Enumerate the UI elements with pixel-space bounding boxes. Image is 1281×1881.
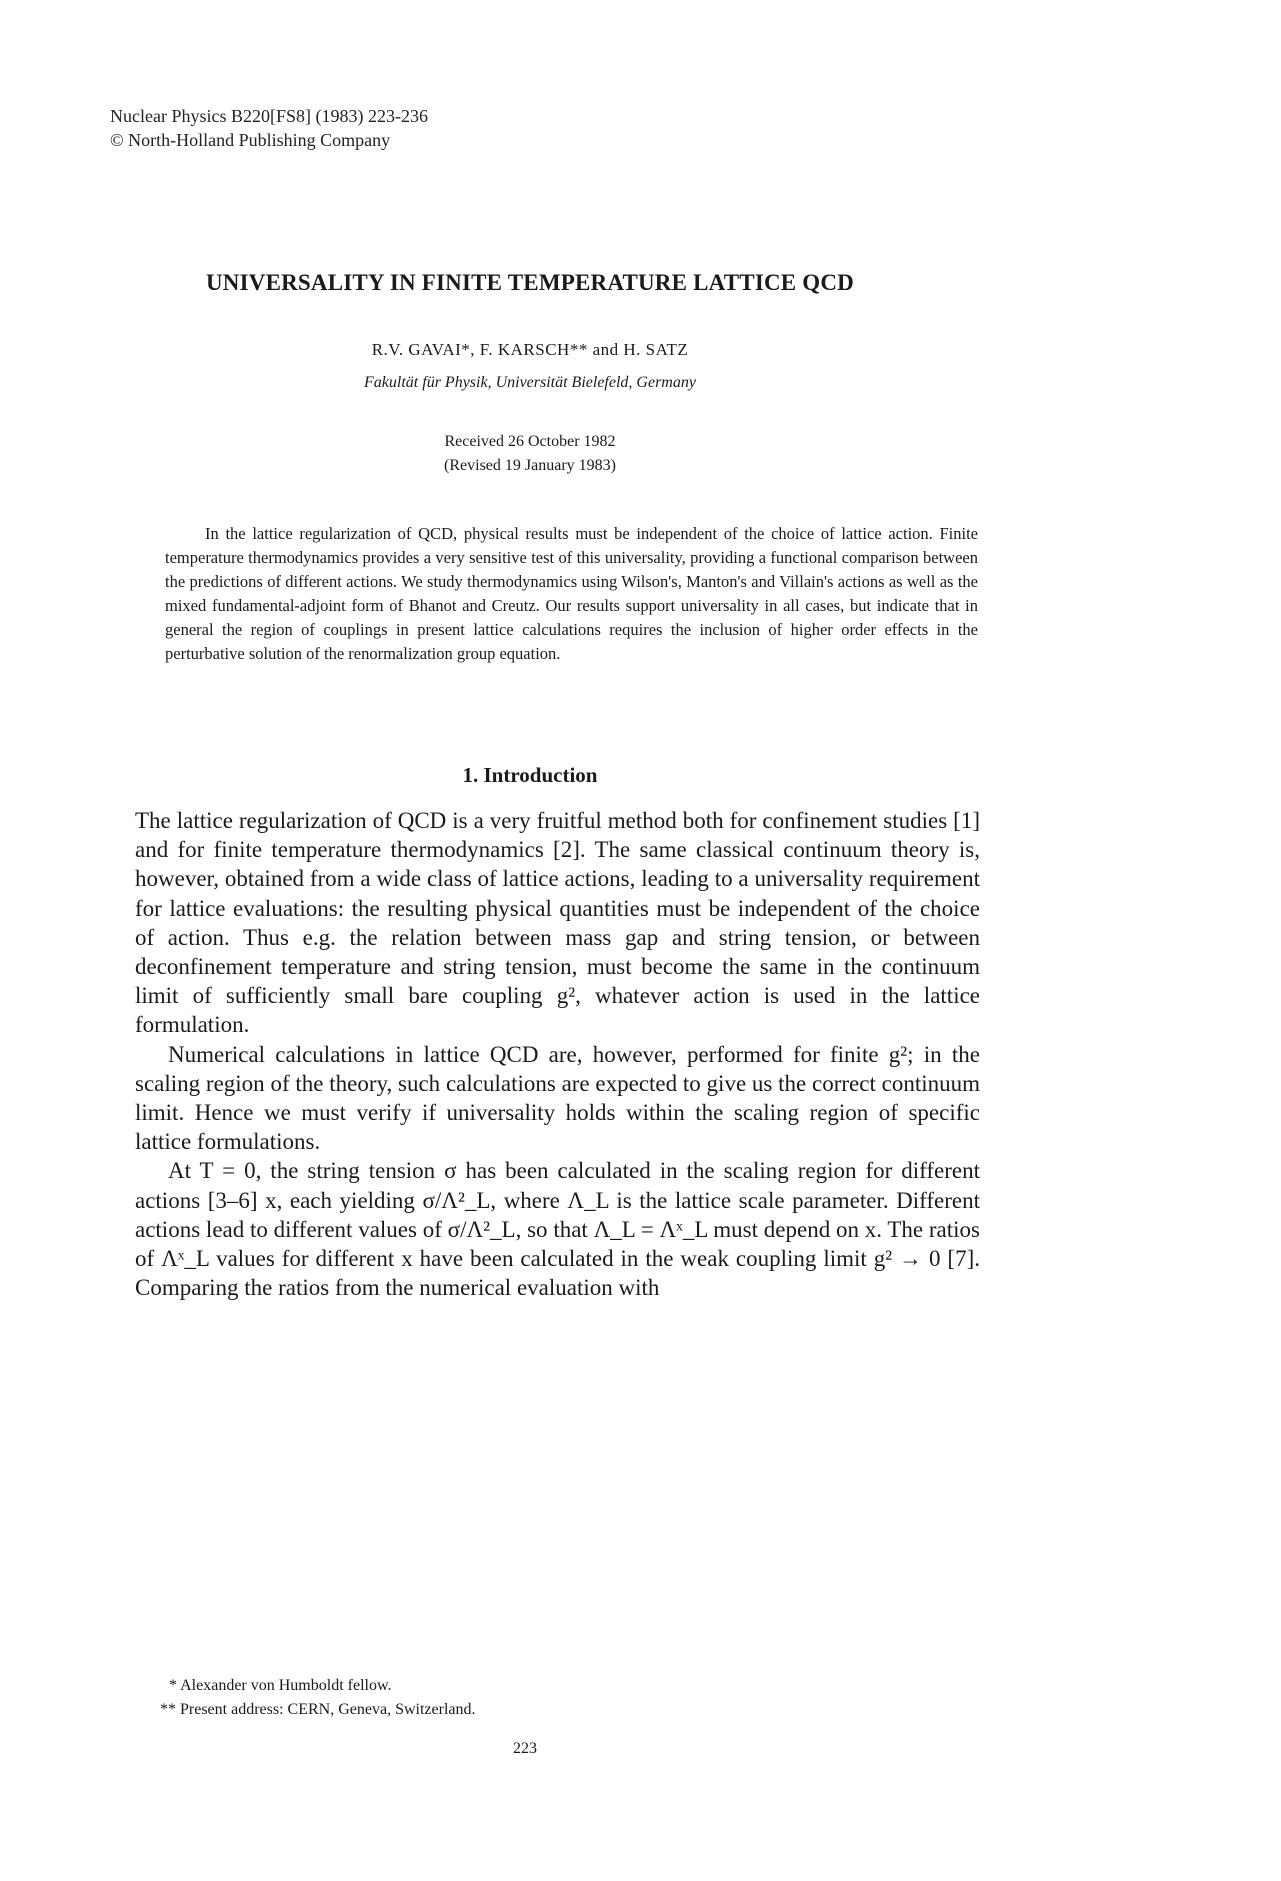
- body-paragraph: The lattice regularization of QCD is a very fruitful method both for confinement studies [1] and for finite temperature thermodynamics [2]. The same classical continuum theory is, however, obtained from a wide class of lattice actions, leading to a universality requirement for lattice evaluations: the resulting physical quantities must be independent of the choice of action. Thus e.g. the relation between mass gap and string tension, or between deconfinement temperature and string tension, must become the same in the continuum limit of sufficiently small bare coupling g², whatever action is used in the lattice formulation.: [135, 808, 980, 1038]
- journal-citation: Nuclear Physics B220[FS8] (1983) 223-236: [110, 106, 428, 126]
- received-date: Received 26 October 1982: [444, 433, 616, 450]
- footnotes: [160, 1674, 475, 1722]
- received-dates: [0, 430, 1060, 478]
- page-number: 223: [513, 1740, 537, 1757]
- paper-authors: R.V. GAVAI*, F. KARSCH** and H. SATZ: [371, 340, 689, 359]
- body-paragraph: Numerical calculations in lattice QCD are, however, performed for finite g²; in the scaling region of the theory, such calculations are expected to give us the correct continuum limit. Hence we must verify if universality holds within the scaling region of specific lattice formulations.: [135, 1041, 980, 1155]
- abstract: [165, 522, 978, 666]
- journal-header: [110, 104, 428, 152]
- section-heading: 1. Introduction: [462, 763, 598, 787]
- paper-affiliation: Fakultät für Physik, Universität Bielefeld, Germany: [364, 374, 696, 391]
- footnote: ** Present address: CERN, Geneva, Switzerland.: [160, 1701, 476, 1718]
- revised-date: (Revised 19 January 1983): [444, 457, 616, 474]
- body-text: [135, 806, 980, 1302]
- footnote: * Alexander von Humboldt fellow.: [169, 1677, 392, 1694]
- abstract-text: In the lattice regularization of QCD, physical results must be independent of the choice of lattice action. Finite temperature thermodynamics provides a very sensitive test of this universality, providing a functional comparison between the predictions of different actions. We study thermodynamics using Wilson's, Manton's and Villain's actions as well as the mixed fundamental-adjoint form of Bhanot and Creutz. Our results support universality in all cases, but indicate that in general the region of couplings in present lattice calculations requires the inclusion of higher order effects in the perturbative solution of the renormalization group equation.: [165, 524, 978, 663]
- body-paragraph: At T = 0, the string tension σ has been calculated in the scaling region for different actions [3–6] x, each yielding σ/Λ²_L, where Λ_L is the lattice scale parameter. Different actions lead to different values of σ/Λ²_L, so that Λ_L = Λˣ_L must depend on x. The ratios of Λˣ_L values for different x have been calculated in the weak coupling limit g² → 0 [7]. Comparing the ratios from the numerical evaluation with: [135, 1158, 980, 1301]
- paper-title: UNIVERSALITY IN FINITE TEMPERATURE LATTICE QCD: [206, 270, 854, 295]
- publisher-line: © North-Holland Publishing Company: [110, 130, 391, 150]
